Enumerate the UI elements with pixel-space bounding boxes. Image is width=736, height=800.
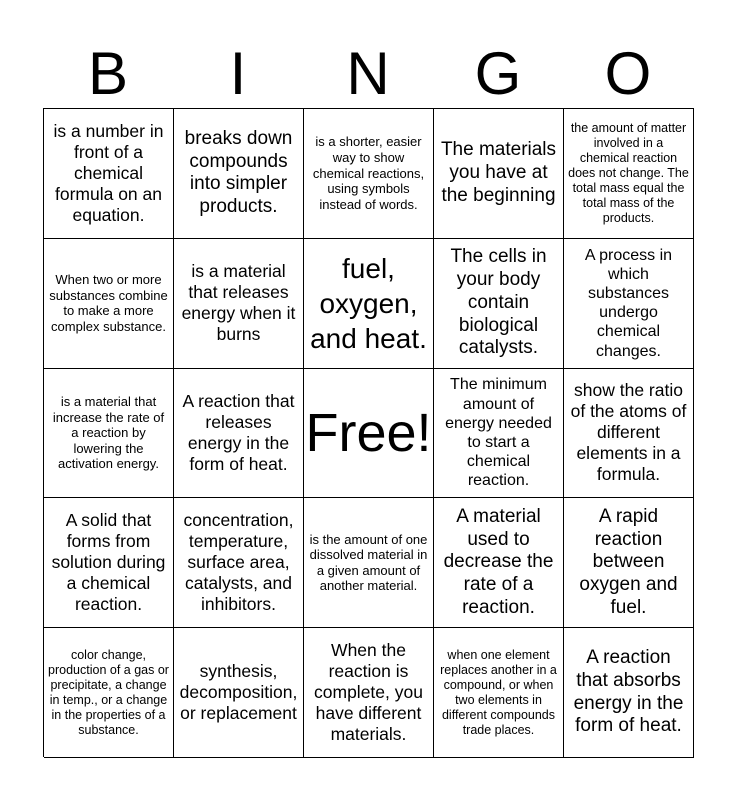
bingo-cell[interactable]: [44, 109, 174, 239]
cell-text: A reaction that absorbs energy in the form of heat.: [573, 646, 684, 737]
bingo-cell[interactable]: [434, 498, 564, 628]
bingo-cell[interactable]: [564, 239, 694, 369]
bingo-cell[interactable]: [174, 628, 304, 758]
cell-text: A process in which substances undergo chemical changes.: [584, 246, 673, 360]
cell-text: The materials you have at the beginning: [440, 139, 557, 206]
header-letter-o: O: [604, 40, 652, 107]
bingo-cell[interactable]: [174, 498, 304, 628]
bingo-cell[interactable]: [44, 369, 174, 499]
free-space[interactable]: [304, 369, 434, 499]
cell-text: breaks down compounds into simpler products.: [184, 127, 293, 218]
bingo-cell[interactable]: [304, 239, 434, 369]
cell-text: color change, production of a gas or precipitate, a change in temp., or a change in the properties of a substance.: [48, 647, 169, 737]
bingo-header: [43, 40, 693, 108]
bingo-cell[interactable]: [434, 239, 564, 369]
cell-text: show the ratio of the atoms of different elements in a formula.: [570, 380, 687, 485]
cell-text: The cells in your body contain biological catalysts.: [450, 246, 547, 359]
bingo-cell[interactable]: [174, 239, 304, 369]
bingo-cell[interactable]: [564, 369, 694, 499]
header-letter-i: I: [229, 40, 247, 107]
bingo-cell[interactable]: [304, 628, 434, 758]
bingo-cell[interactable]: [44, 498, 174, 628]
cell-text: fuel, oxygen, and heat.: [310, 252, 427, 354]
cell-text: A rapid reaction between oxygen and fuel.: [579, 505, 678, 618]
cell-text: is a shorter, easier way to show chemical reactions, using symbols instead of words.: [312, 134, 425, 212]
cell-text: is a material that increase the rate of a reaction by lowering the activation energy.: [52, 394, 165, 472]
bingo-cell[interactable]: [564, 628, 694, 758]
bingo-cell[interactable]: [564, 109, 694, 239]
bingo-cell[interactable]: [434, 628, 564, 758]
header-letter-b: B: [87, 40, 129, 107]
bingo-cell[interactable]: [44, 628, 174, 758]
header-letter-g: G: [474, 40, 522, 107]
cell-text: The minimum amount of energy needed to start a chemical reaction.: [445, 376, 552, 490]
bingo-cell[interactable]: [434, 109, 564, 239]
cell-text: when one element replaces another in a compound, or when two elements in different compounds trade places.: [440, 647, 557, 737]
free-space-label: Free!: [305, 402, 432, 463]
cell-text: synthesis, decomposition, or replacement: [179, 661, 298, 724]
cell-text: A solid that forms from solution during a chemical reaction.: [51, 510, 166, 615]
cell-text: is the amount of one dissolved material in a given amount of another material.: [309, 531, 428, 594]
bingo-board: [43, 108, 694, 757]
cell-text: the amount of matter involved in a chemical reaction does not change. The total mass equal the total mass of the products.: [568, 120, 689, 225]
bingo-cell[interactable]: [564, 498, 694, 628]
cell-text: concentration, temperature, surface area, catalysts, and inhibitors.: [183, 510, 294, 615]
bingo-cell[interactable]: [44, 239, 174, 369]
bingo-cell[interactable]: [434, 369, 564, 499]
cell-text: A material used to decrease the rate of a reaction.: [443, 505, 554, 618]
bingo-cell[interactable]: [304, 498, 434, 628]
cell-text: When two or more substances combine to make a more complex substance.: [49, 272, 168, 334]
bingo-cell[interactable]: [174, 369, 304, 499]
bingo-cell[interactable]: [304, 109, 434, 239]
cell-text: is a number in front of a chemical formula on an equation.: [53, 120, 164, 225]
cell-text: When the reaction is complete, you have different materials.: [314, 640, 423, 745]
cell-text: is a material that releases energy when it burns: [181, 261, 296, 345]
cell-text: A reaction that releases energy in the form of heat.: [182, 390, 295, 474]
bingo-cell[interactable]: [174, 109, 304, 239]
header-letter-n: N: [346, 40, 390, 107]
